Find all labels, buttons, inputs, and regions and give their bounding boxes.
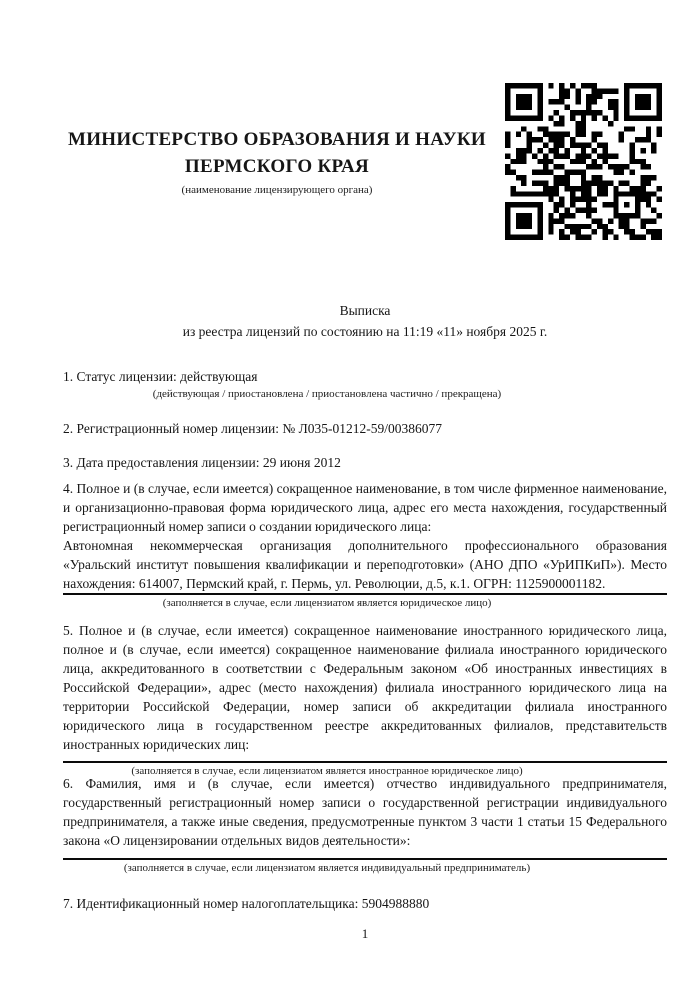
taxpayer-number-text: 7. Идентификационный номер налогоплательщика: 5904988880 bbox=[63, 896, 430, 911]
qr-code-icon bbox=[505, 83, 662, 240]
field-taxpayer-number bbox=[63, 894, 667, 913]
ministry-caption: (наименование лицензирующего органа) bbox=[181, 184, 373, 196]
individual-entrepreneur-label: 6. Фамилия, имя и (в случае, если имеется) отчество индивидуального предпринимателя, государственный регистрационный номер записи о государственной регистрации индивидуального предпринимателя, а также иные сведения, предусмотренные пунктом 3 части 1 статьи 15 Федерального закона «О лицензировании отдельных видов деятельности»: bbox=[63, 776, 667, 848]
foreign-entity-note: (заполняется в случае, если лицензиатом является иностранное юридическое лицо) bbox=[131, 765, 523, 777]
field-foreign-entity bbox=[63, 621, 667, 780]
license-status-note: (действующая / приостановлена / приостановлена частично / прекращена) bbox=[152, 388, 502, 400]
legal-entity-note: (заполняется в случае, если лицензиатом является юридическое лицо) bbox=[162, 597, 492, 609]
document-title-line2: из реестра лицензий по состоянию на 11:19 «11» ноября 2025 г. bbox=[182, 324, 548, 339]
page-number: 1 bbox=[361, 926, 369, 941]
foreign-entity-label: 5. Полное и (в случае, если имеется) сокращенное наименование иностранного юридического лица, полное и (в случае, если имеется) сокращенное наименование филиала иностранного юридического лица, аккредитованного в соответствии с Федеральным законом «Об иностранных инвестициях в Российской Федерации», адрес (место нахождения) филиала иностранного юридического лица на территории Российской Федерации, номер записи об аккредитации филиала иностранного юридического лица в государственном реестре аккредитованных филиалов, представительств иностранных юридических лиц: bbox=[63, 623, 667, 752]
document-title-line1: Выписка bbox=[339, 303, 391, 318]
field-license-number bbox=[63, 419, 667, 438]
ministry-name-line2: ПЕРМСКОГО КРАЯ bbox=[184, 156, 370, 177]
license-status-text: 1. Статус лицензии: действующая bbox=[63, 369, 258, 384]
field-license-status bbox=[63, 367, 667, 403]
field-individual-entrepreneur bbox=[63, 774, 667, 877]
field-license-date bbox=[63, 453, 667, 472]
document-title bbox=[63, 300, 667, 342]
individual-entrepreneur-note: (заполняется в случае, если лицензиатом является индивидуальный предприниматель) bbox=[123, 862, 531, 874]
license-number-text: 2. Регистрационный номер лицензии: № Л035-01212-59/00386077 bbox=[63, 421, 443, 436]
legal-entity-label: 4. Полное и (в случае, если имеется) сокращенное наименование, в том числе фирменное наименование, и организационно-правовая форма юридического лица, адрес его места нахождения, государственный регистрационный номер записи о создании юридического лица: bbox=[63, 481, 667, 534]
licensing-authority-block bbox=[63, 126, 491, 198]
field-legal-entity bbox=[63, 479, 667, 612]
individual-entrepreneur-underline bbox=[63, 858, 667, 877]
legal-entity-value: Автономная некоммерческая организация дополнительного профессионального образования «Уральский институт повышения квалификации и переподготовки» (АНО ДПО «УрИПКиП»). Место нахождения: 614007, Пермский край, г. Пермь, ул. Революции, д.5, к.1. ОГРН: 1125900001182. bbox=[63, 538, 667, 591]
legal-entity-underline bbox=[63, 593, 667, 612]
license-date-text: 3. Дата предоставления лицензии: 29 июня 2012 bbox=[63, 455, 341, 470]
ministry-name-line1: МИНИСТЕРСТВО ОБРАЗОВАНИЯ И НАУКИ bbox=[67, 129, 487, 150]
